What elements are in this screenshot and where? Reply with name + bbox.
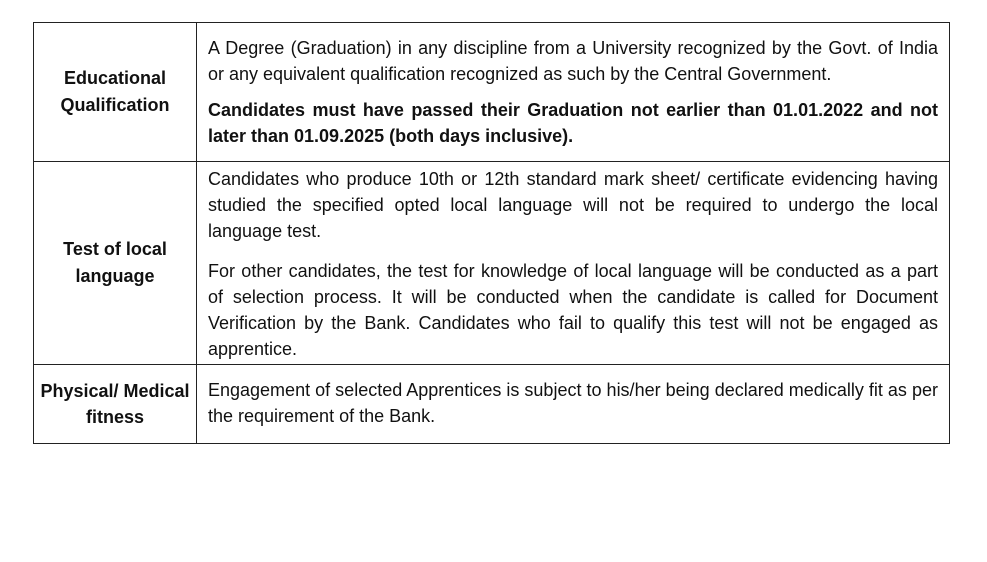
- row-label: Test of local language: [34, 162, 197, 365]
- qualification-text: A Degree (Graduation) in any discipline from a University recognized by the Govt. of India or any equivalent qualification recognized as such by the Central Government.: [208, 38, 938, 84]
- graduation-date-requirement: Candidates must have passed their Graduation not earlier than 01.01.2022 and not later than 01.09.2025 (both days inclusive).: [208, 100, 938, 146]
- table-row-local-language: [34, 162, 950, 365]
- language-exemption-text: Candidates who produce 10th or 12th standard mark sheet/ certificate evidencing having studied the specified opted local language will not be required to undergo the local language test.: [208, 169, 938, 241]
- row-label: Educational Qualification: [34, 23, 197, 162]
- table-row-medical-fitness: [34, 365, 950, 444]
- language-test-text: For other candidates, the test for knowledge of local language will be conducted as a part of selection process. It will be conducted when the candidate is called for Document Verification by the Bank. Candidates who fail to qualify this test will not be engaged as apprentice.: [208, 261, 938, 359]
- table-row-educational-qualification: [34, 23, 950, 162]
- fitness-text: Engagement of selected Apprentices is subject to his/her being declared medically fit as per the requirement of the Bank.: [208, 380, 938, 426]
- row-content: [197, 365, 950, 444]
- row-content: [197, 23, 950, 162]
- row-content: [197, 162, 950, 365]
- eligibility-table: [33, 22, 950, 444]
- row-label: Physical/ Medical fitness: [34, 365, 197, 444]
